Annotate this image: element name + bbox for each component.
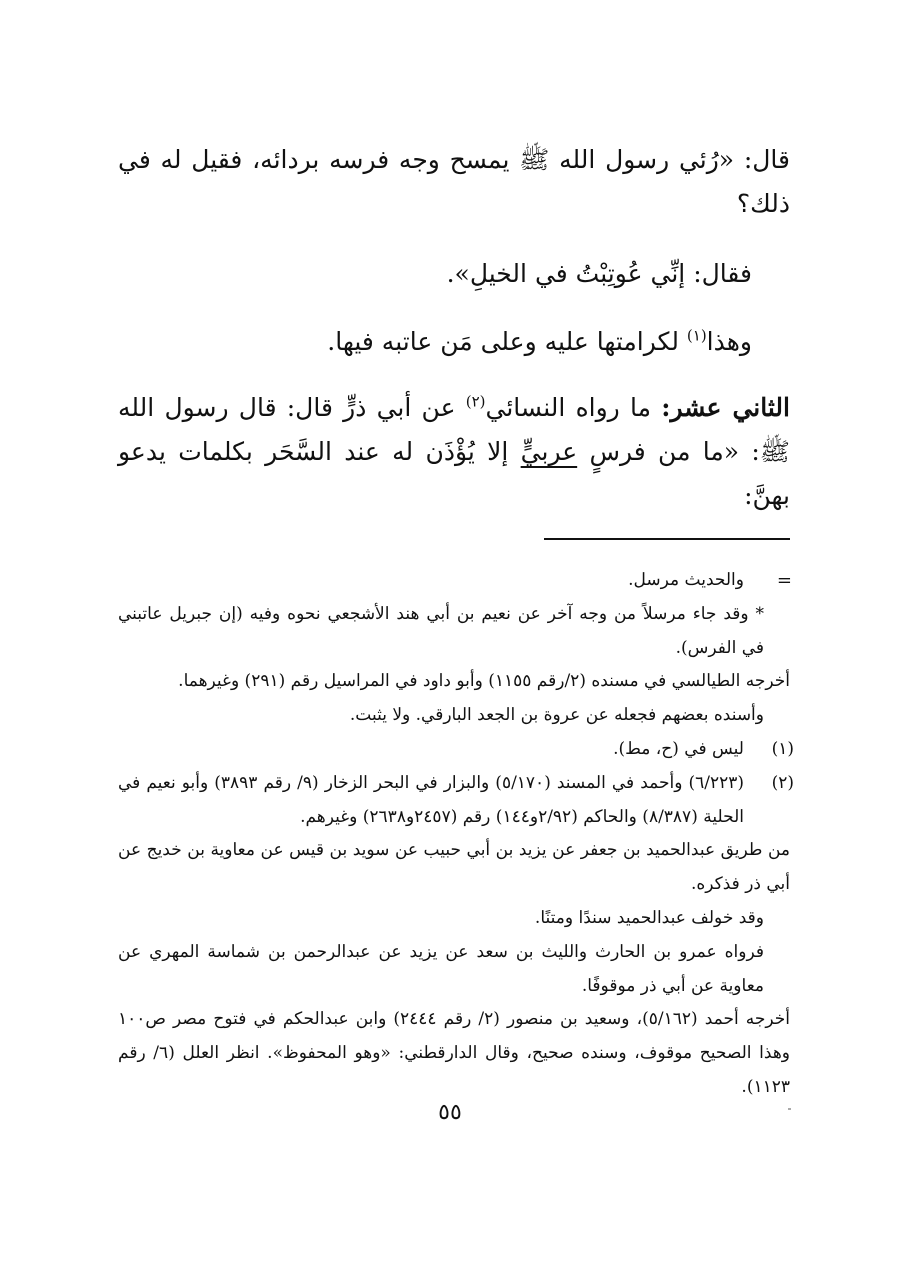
footnote-2-paragraph-4: فرواه عمرو بن الحارث والليث بن سعد عن يزيد عن عبدالرحمن بن شماسة المهري عن معاوية عن أبي ذر موقوفًا.	[118, 941, 764, 996]
scan-speck	[788, 1108, 791, 1110]
footnote-1	[118, 733, 794, 767]
main-line-1: قال: «رُئي رسول الله ﷺ يمسح وجه فرسه بردائه، فقيل له في ذلك؟	[118, 145, 790, 218]
page-content	[118, 138, 794, 1105]
footnote-continuation-1	[118, 564, 790, 598]
footnote-2-paragraph-5: أخرجه أحمد (٥/١٦٢)، وسعيد بن منصور (٢/ رقم ٢٤٤٤) وابن عبدالحكم في فتوح مصر ص١٠٠ وهذا الصحيح موقوف، وسنده صحيح، وقال الدارقطني: «وهو المحفوظ». انظر العلل (٦/ رقم ١١٢٣).	[118, 1009, 791, 1097]
main-line-3	[118, 320, 790, 364]
footnote-continuation-4: وأسنده بعضهم فجعله عن عروة بن الجعد البارقي. ولا يثبت.	[349, 705, 764, 726]
footnote-1-text: ليس في (ح، مط).	[613, 738, 744, 759]
continuation-marker: =	[776, 570, 792, 591]
footnote-continuation-1-text: والحديث مرسل.	[628, 570, 744, 590]
footnote-continuation-2: * وقد جاء مرسلاً من وجه آخر عن نعيم بن أبي هند الأشجعي نحوه وفيه (إن جبريل عاتبني في الفرس).	[118, 603, 764, 658]
main-line-5-start: ﷺ: «ما من فرسٍ	[577, 437, 790, 466]
section-heading-twelfth: الثاني عشر:	[661, 393, 790, 422]
footnote-separator	[544, 538, 790, 540]
main-line-3-end: لكرامتها عليه وعلى مَن عاتبه فيها.	[327, 327, 687, 356]
footnote-1-number: (١)	[771, 738, 794, 759]
main-paragraph-12	[118, 386, 790, 518]
footnote-ref-2[interactable]: (٢)	[465, 392, 486, 411]
main-line-2: فقال: إنِّي عُوتِبْتُ في الخيلِ».	[446, 259, 752, 288]
footnote-2-paragraph-3: وقد خولف عبدالحميد سندًا ومتنًا.	[534, 907, 764, 928]
main-line-4-start: ما رواه النسائي	[485, 393, 662, 422]
page-number: ٥٥	[438, 1100, 462, 1125]
main-line-5-end: إلا يُؤْذَن له عند السَّحَر بكلمات يدعو بهنَّ:	[118, 437, 790, 510]
footnote-2-number: (٢)	[771, 772, 794, 793]
main-text	[118, 138, 790, 518]
footnote-2-paragraph-2: من طريق عبدالحميد بن جعفر عن يزيد بن أبي حبيب عن سويد بن قيس عن معاوية بن خديج عن أبي ذر فذكره.	[118, 840, 790, 895]
underlined-word: عربيٍّ	[520, 437, 578, 466]
footnote-2-text: (٦/٢٢٣) وأحمد في المسند (٥/١٧٠) والبزار في البحر الزخار (٩/ رقم ٣٨٩٣) وأبو نعيم في الحلية (٨/٣٨٧) والحاكم (٢/٩٢و١٤٤) رقم (٢٤٥٧و٢٦٣٨) وغيرهم.	[118, 772, 744, 827]
footnote-continuation-3: أخرجه الطيالسي في مسنده (٢/رقم ١١٥٥) وأبو داود في المراسيل رقم (٢٩١) وغيرهما.	[178, 671, 790, 692]
footnote-ref-1[interactable]: (١)	[686, 326, 707, 345]
footnote-2	[118, 767, 794, 835]
footnotes	[118, 564, 794, 1105]
main-line-3-start: وهذا	[706, 327, 752, 356]
main-line-4-end: عن أبي ذرٍّ قال: قال رسول الله	[118, 393, 466, 422]
